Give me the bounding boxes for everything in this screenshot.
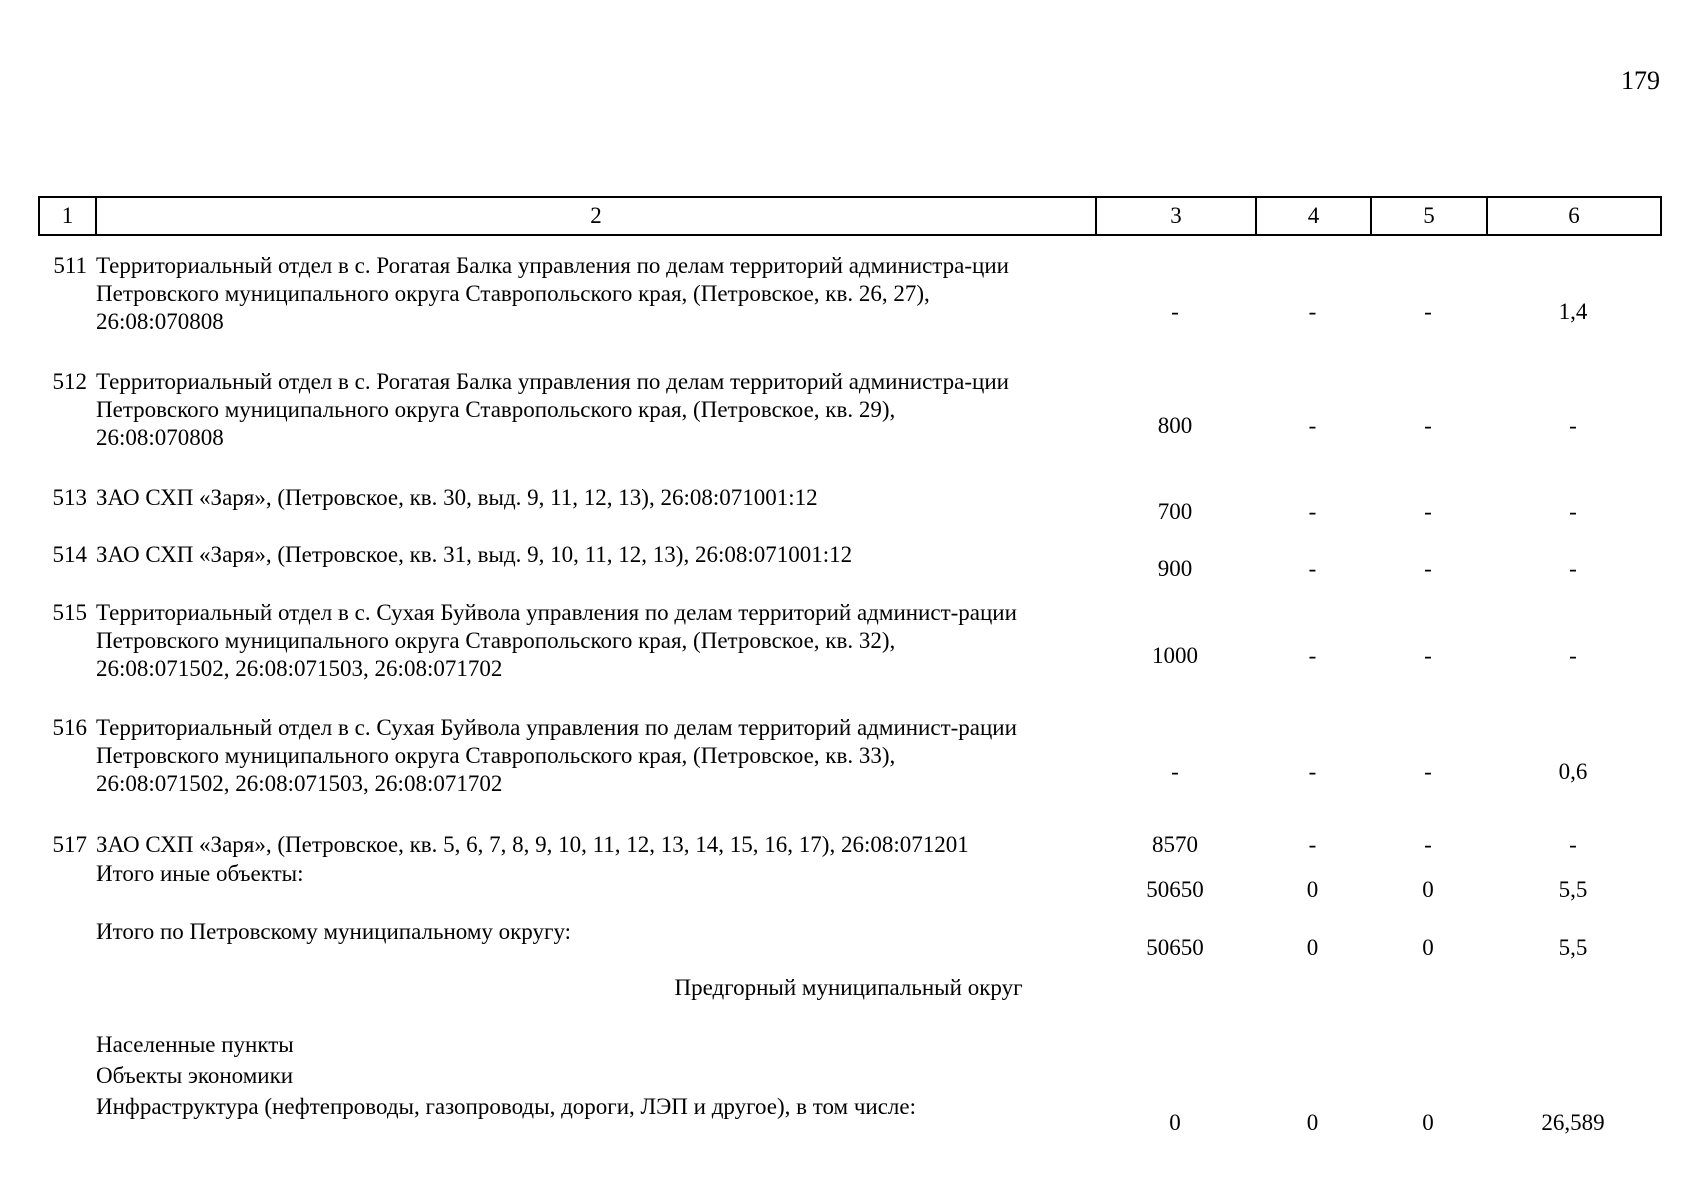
total-col-5: 0 bbox=[1422, 877, 1434, 902]
infrastructure-col-6: 26,589 bbox=[1541, 1110, 1605, 1135]
row-col-6: 1,4 bbox=[1558, 299, 1588, 324]
row-description: ЗАО СХП «Заря», (Петровское, кв. 31, выд. 9, 10, 11, 12, 13), 26:08:071001:12 bbox=[96, 542, 853, 567]
row-col-5: - bbox=[1424, 643, 1432, 668]
row-number: 514 bbox=[52, 542, 87, 567]
column-header-row bbox=[38, 196, 1662, 236]
row-col-3: 1000 bbox=[1152, 643, 1198, 668]
row-number: 512 bbox=[52, 369, 87, 394]
total-col-3: 50650 bbox=[1146, 935, 1204, 960]
total-col-6: 5,5 bbox=[1558, 877, 1588, 902]
row-col-6: - bbox=[1569, 413, 1577, 438]
header-col-1: 1 bbox=[40, 198, 97, 234]
total-col-4: 0 bbox=[1306, 935, 1319, 960]
row-col-5: - bbox=[1424, 832, 1432, 857]
total-label: Итого по Петровскому муниципальному округу: bbox=[96, 919, 572, 944]
row-col-4: - bbox=[1308, 413, 1317, 438]
row-col-3: 800 bbox=[1157, 413, 1193, 438]
row-col-4: - bbox=[1308, 556, 1317, 581]
row-col-3: 900 bbox=[1157, 556, 1193, 581]
row-number: 513 bbox=[52, 485, 87, 510]
settlements-label: Населенные пункты bbox=[96, 1032, 294, 1057]
infrastructure-col-4: 0 bbox=[1306, 1110, 1319, 1135]
row-number: 515 bbox=[52, 600, 87, 625]
total-col-3: 50650 bbox=[1146, 877, 1204, 902]
row-col-4: - bbox=[1308, 759, 1317, 784]
page-number: 179 bbox=[1621, 66, 1660, 95]
economy-label: Объекты экономики bbox=[96, 1063, 294, 1088]
row-col-4: - bbox=[1308, 299, 1317, 324]
infrastructure-col-3: 0 bbox=[1169, 1110, 1181, 1135]
row-col-4: - bbox=[1308, 499, 1317, 524]
row-number: 516 bbox=[52, 715, 87, 740]
row-col-5: - bbox=[1424, 413, 1432, 438]
section-title: Предгорный муниципальный округ bbox=[674, 975, 1023, 1000]
infrastructure-col-5: 0 bbox=[1422, 1110, 1434, 1135]
total-col-5: 0 bbox=[1422, 935, 1434, 960]
header-col-5: 5 bbox=[1372, 198, 1488, 234]
row-description: Территориальный отдел в с. Рогатая Балка управления по делам территорий администра-ции Петровского муниципального округа Ставропольского края, (Петровское, кв. 29), 26:08:070808 bbox=[96, 369, 1009, 450]
row-col-3: 700 bbox=[1157, 499, 1193, 524]
row-number: 511 bbox=[53, 253, 87, 278]
row-description: ЗАО СХП «Заря», (Петровское, кв. 30, выд. 9, 11, 12, 13), 26:08:071001:12 bbox=[96, 485, 818, 510]
infrastructure-label: Инфраструктура (нефтепроводы, газопроводы, дороги, ЛЭП и другое), в том числе: bbox=[96, 1094, 917, 1119]
row-col-3: - bbox=[1171, 759, 1179, 784]
row-col-6: - bbox=[1569, 499, 1577, 524]
header-col-2: 2 bbox=[97, 198, 1097, 234]
row-description: Территориальный отдел в с. Сухая Буйвола управления по делам территорий админист-рации Петровского муниципального округа Ставропольского края, (Петровское, кв. 32), 26:08:071502, 26:08:071503, 26:08:071702 bbox=[96, 600, 1017, 681]
row-col-3: - bbox=[1171, 299, 1179, 324]
row-col-5: - bbox=[1424, 299, 1432, 324]
row-number: 517 bbox=[52, 832, 87, 857]
row-col-4: - bbox=[1308, 832, 1317, 857]
header-col-3: 3 bbox=[1097, 198, 1257, 234]
row-description: Территориальный отдел в с. Сухая Буйвола управления по делам территорий админист-рации Петровского муниципального округа Ставропольского края, (Петровское, кв. 33), 26:08:071502, 26:08:071503, 26:08:071702 bbox=[96, 715, 1017, 796]
row-col-5: - bbox=[1424, 556, 1432, 581]
header-col-4: 4 bbox=[1257, 198, 1372, 234]
total-col-4: 0 bbox=[1306, 877, 1319, 902]
row-col-6: - bbox=[1569, 832, 1577, 857]
total-col-6: 5,5 bbox=[1558, 935, 1588, 960]
row-description: ЗАО СХП «Заря», (Петровское, кв. 5, 6, 7, 8, 9, 10, 11, 12, 13, 14, 15, 16, 17), 26:08:071201 bbox=[96, 832, 969, 857]
row-col-6: 0,6 bbox=[1558, 759, 1588, 784]
row-col-5: - bbox=[1424, 759, 1432, 784]
row-description: Территориальный отдел в с. Рогатая Балка управления по делам территорий администра-ции Петровского муниципального округа Ставропольского края, (Петровское, кв. 26, 27), 26:08:070808 bbox=[96, 253, 1009, 334]
total-label: Итого иные объекты: bbox=[96, 861, 304, 886]
row-col-5: - bbox=[1424, 499, 1432, 524]
row-col-6: - bbox=[1569, 643, 1577, 668]
row-col-3: 8570 bbox=[1152, 832, 1198, 857]
row-col-6: - bbox=[1569, 556, 1577, 581]
row-col-4: - bbox=[1308, 643, 1317, 668]
header-col-6: 6 bbox=[1568, 203, 1580, 228]
